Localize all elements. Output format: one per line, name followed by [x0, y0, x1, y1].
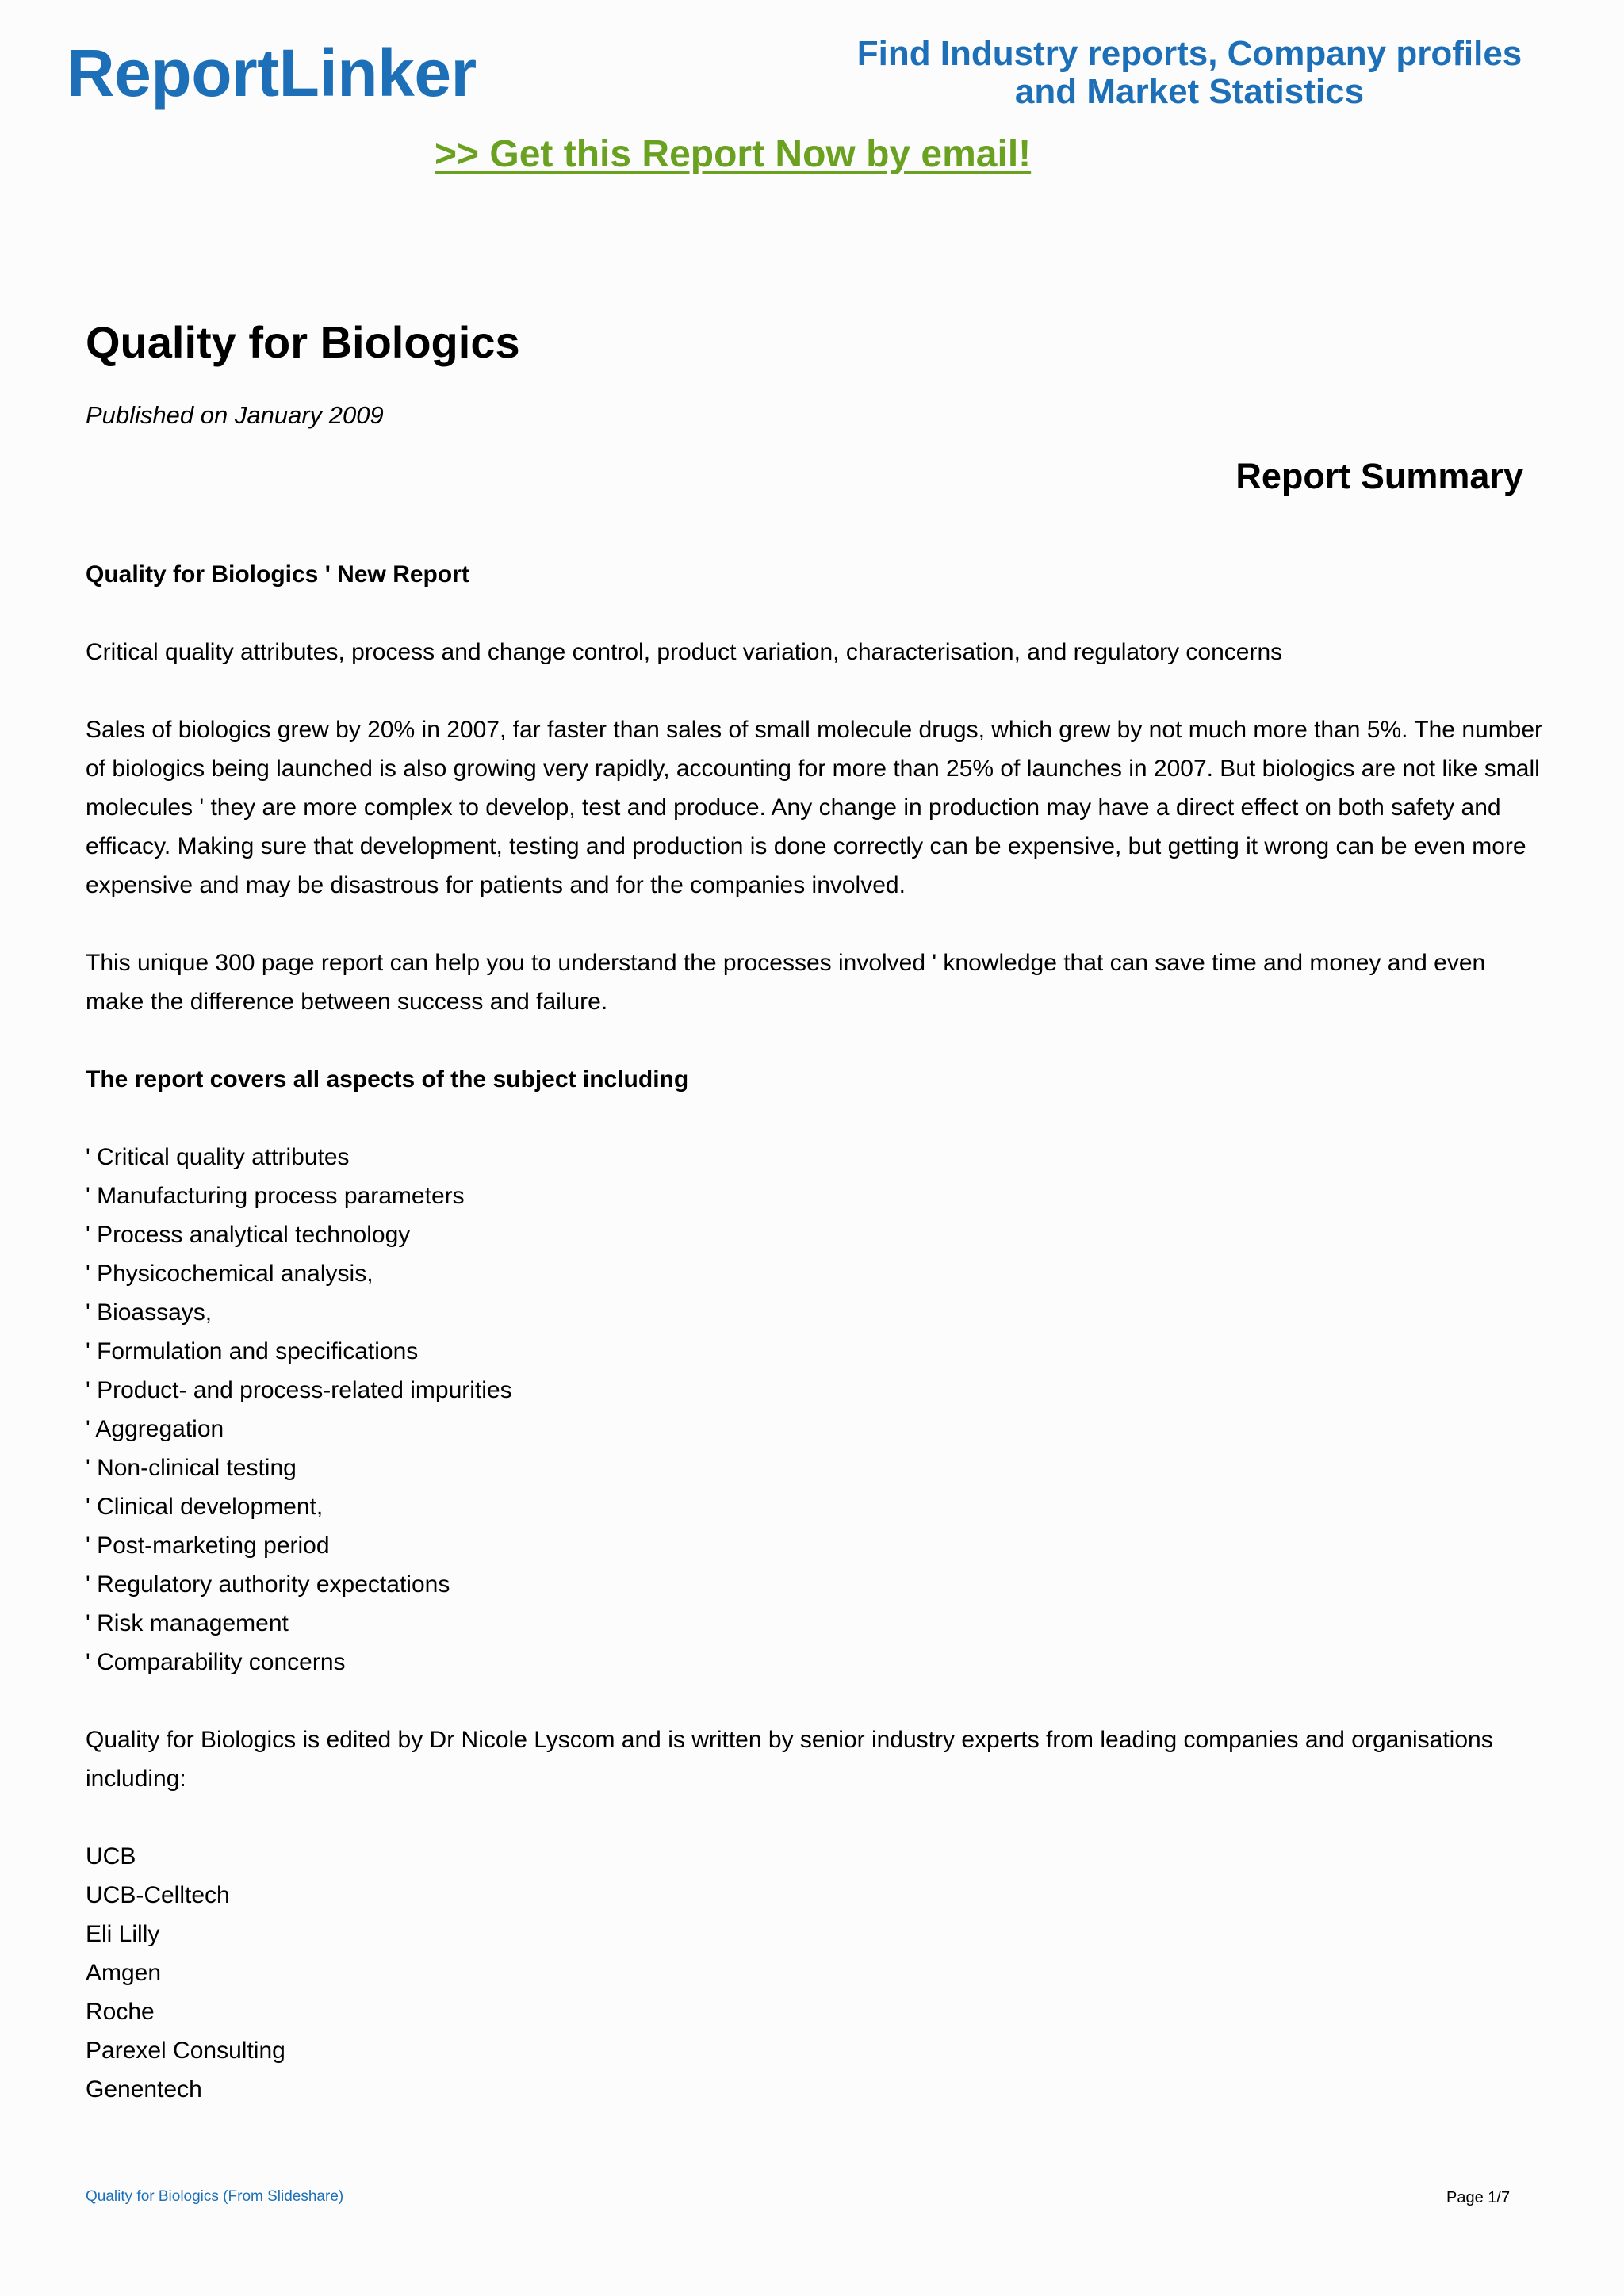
- report-value-paragraph: This unique 300 page report can help you to understand the processes involved ' knowledge that can save time and money and even make the difference between success and failure.: [86, 950, 1486, 1015]
- list-item: ' Clinical development,: [86, 1494, 324, 1520]
- list-item: ' Manufacturing process parameters: [86, 1183, 465, 1209]
- list-item: ' Comparability concerns: [86, 1649, 346, 1675]
- body-subheading: Quality for Biologics ' New Report: [86, 561, 469, 587]
- list-item: ' Product- and process-related impurities: [86, 1377, 512, 1403]
- company-item: UCB: [86, 1843, 136, 1869]
- intro-paragraph: Critical quality attributes, process and change control, product variation, characterisation, and regulatory concerns: [86, 639, 1283, 665]
- editors-paragraph: Quality for Biologics is edited by Dr Nicole Lyscom and is written by senior industry experts from leading companies and organisations including:: [86, 1727, 1493, 1792]
- report-title: Quality for Biologics: [86, 317, 520, 367]
- companies-list: [86, 1837, 1545, 2109]
- report-body: [86, 555, 1545, 2148]
- page-number: Page 1/7: [1446, 2189, 1511, 2206]
- covers-heading: The report covers all aspects of the subject including: [86, 1066, 689, 1093]
- list-item: ' Formulation and specifications: [86, 1338, 419, 1364]
- list-item: ' Process analytical technology: [86, 1222, 411, 1248]
- list-item: ' Critical quality attributes: [86, 1144, 350, 1170]
- company-item: Genentech: [86, 2076, 202, 2103]
- company-item: UCB-Celltech: [86, 1882, 230, 1908]
- list-item: ' Post-marketing period: [86, 1533, 330, 1559]
- report-summary-heading: Report Summary: [1235, 456, 1523, 496]
- get-report-link[interactable]: >> Get this Report Now by email!: [435, 133, 1032, 175]
- list-item: ' Risk management: [86, 1610, 289, 1636]
- tagline-line-2: and Market Statistics: [1014, 72, 1365, 111]
- published-date: Published on January 2009: [86, 401, 384, 429]
- footer-source-link[interactable]: Quality for Biologics (From Slideshare): [86, 2188, 344, 2205]
- list-item: ' Non-clinical testing: [86, 1455, 297, 1481]
- list-item: ' Aggregation: [86, 1416, 224, 1442]
- list-item: ' Regulatory authority expectations: [86, 1571, 450, 1598]
- reportlinker-logo[interactable]: ReportLinker: [67, 36, 477, 110]
- company-item: Parexel Consulting: [86, 2038, 285, 2064]
- company-item: Amgen: [86, 1960, 162, 1986]
- header-tagline: [856, 35, 1522, 111]
- list-item: ' Physicochemical analysis,: [86, 1261, 373, 1287]
- covers-list: [86, 1138, 1545, 1682]
- sales-paragraph: Sales of biologics grew by 20% in 2007, far faster than sales of small molecule drugs, which grew by not much more than 5%. The number of biologics being launched is also growing very rapidly, accounting for more than 25% of launches in 2007. But biologics are not like small molecules ' they are more complex to develop, test and produce. Any change in production may have a direct effect on both safety and efficacy. Making sure that development, testing and production is done correctly can be expensive, but getting it wrong can be even more expensive and may be disastrous for patients and for the companies involved.: [86, 717, 1543, 898]
- company-item: Roche: [86, 1999, 155, 2025]
- company-item: Eli Lilly: [86, 1921, 160, 1947]
- tagline-line-1: Find Industry reports, Company profiles: [856, 34, 1522, 73]
- list-item: ' Bioassays,: [86, 1299, 213, 1326]
